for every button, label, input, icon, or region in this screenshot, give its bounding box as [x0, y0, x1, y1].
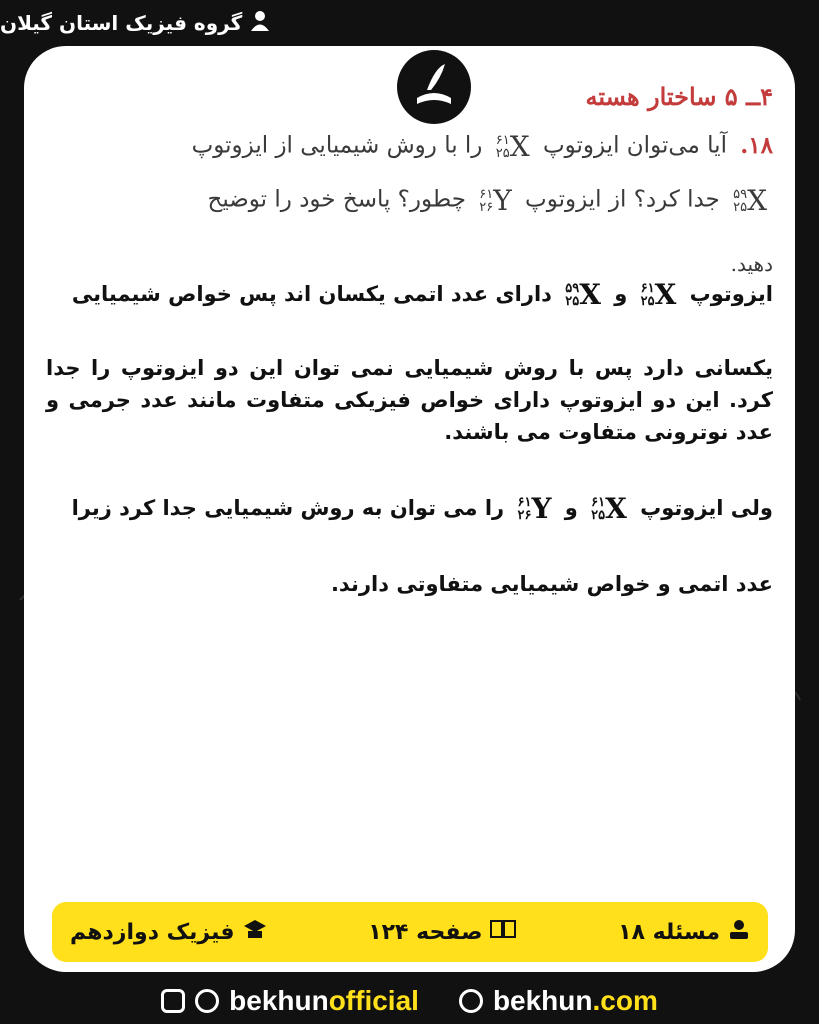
- question-text: چطور؟ پاسخ خود را توضیح: [207, 186, 466, 213]
- question-number: ۱۸.: [740, 131, 773, 159]
- isotope-x59: ۵۹ ۲۵ X: [733, 184, 767, 217]
- problem-content: [24, 46, 795, 972]
- book-icon: [490, 918, 516, 946]
- social-bar: [0, 978, 819, 1024]
- question-line-1: [53, 130, 773, 163]
- book-title-cell: فیزیک دوازدهم: [70, 918, 266, 946]
- answer-paragraph-4: عدد اتمی و خواص شیمیایی متفاوتی دارند.: [330, 572, 773, 596]
- question-text: را با روش شیمیایی از ایزوتوپ: [191, 132, 483, 159]
- isotope-y61: ۶۱ ۲۶ Y: [479, 184, 512, 217]
- page-number-cell: صفحه ۱۲۴: [368, 918, 516, 946]
- answer-paragraph-3: ولی ایزوتوپ ۶۱ ۲۵ X و ۶۱ ۲۶ Y را می توان به روش شیمیایی جدا کرد زیرا: [71, 492, 773, 525]
- answer-paragraph-2: یکسانی دارد پس با روش شیمیایی نمی توان این دو ایزوتوپ را جدا کرد. این دو ایزوتوپ دارای خواص فیزیکی متفاوت مانند عدد جرمی و عدد نوترونی متفاوت می باشند.: [46, 356, 773, 444]
- user-icon: [250, 10, 270, 37]
- isotope-x59: ۵۹ ۲۵ X: [565, 278, 601, 311]
- telegram-icon: [161, 989, 185, 1013]
- instagram-icon: [195, 989, 219, 1013]
- question-text: آیا می‌توان ایزوتوپ: [542, 132, 727, 159]
- isotope-x61: ۶۱ ۲۵ X: [495, 130, 530, 163]
- problem-number-cell: مسئله ۱۸: [618, 918, 750, 946]
- isotope-x61: ۶۱ ۲۵ X: [640, 278, 677, 311]
- question-text: جدا کرد؟ از ایزوتوپ: [525, 186, 720, 213]
- group-name: گروه فیزیک استان گیلان: [0, 11, 243, 35]
- isotope-y61: ۶۱ ۲۶ Y: [517, 492, 552, 525]
- top-bar: [0, 0, 819, 46]
- isotope-x61: ۶۱ ۲۵ X: [591, 492, 627, 525]
- content-card: [24, 46, 795, 972]
- globe-icon: [459, 989, 483, 1013]
- website-link[interactable]: bekhun.com: [459, 985, 658, 1017]
- social-handle[interactable]: bekhunofficial: [161, 985, 419, 1017]
- answer-paragraph-1: ایزوتوپ ۶۱ ۲۵ X و ۵۹ ۲۵ X دارای عدد اتمی یکسان اند پس خواص شیمیایی: [71, 278, 773, 311]
- bekhun-logo: [397, 50, 471, 124]
- question-line-3: دهید.: [730, 252, 773, 276]
- question-line-2: [53, 184, 773, 217]
- footer-info-bar: [52, 902, 768, 962]
- section-title: ۴ــ ۵ ساختار هسته: [585, 82, 773, 111]
- student-icon: [728, 918, 750, 946]
- graduation-cap-icon: [243, 918, 267, 946]
